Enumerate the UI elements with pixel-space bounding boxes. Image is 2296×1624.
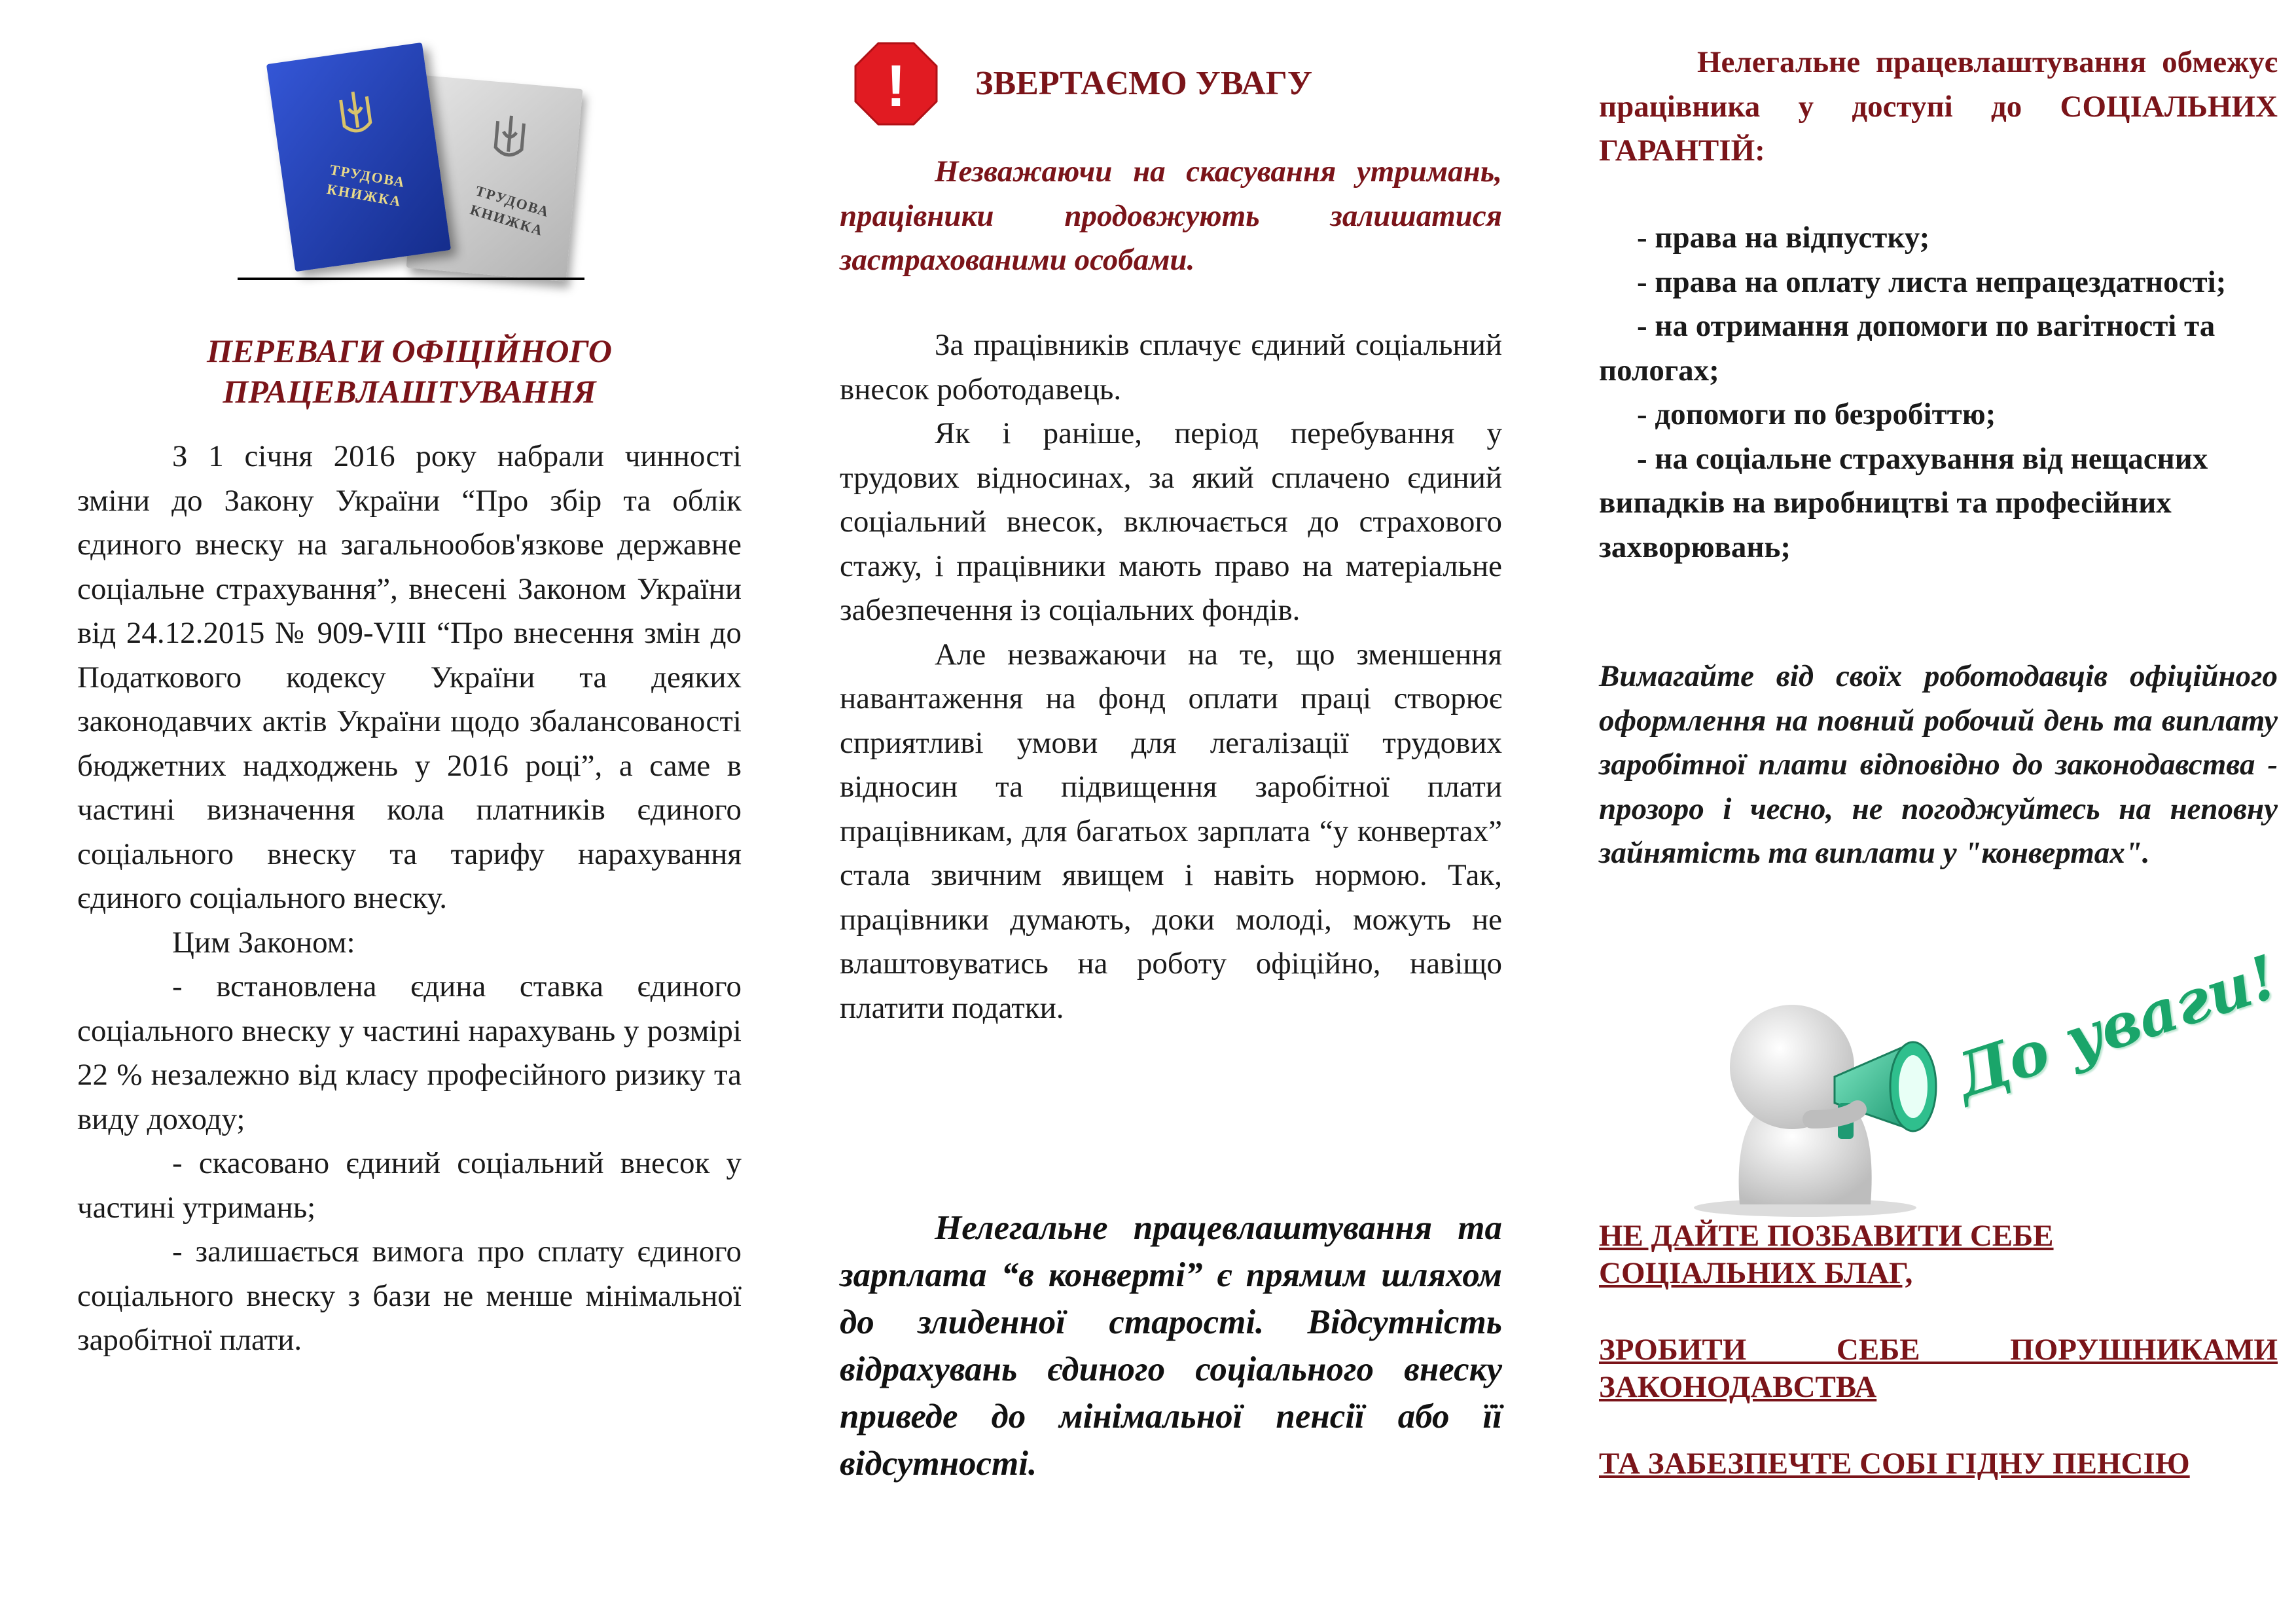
guarantee-item: - на отримання допомоги по вагітності та пологах; [1599, 309, 2215, 388]
gray-book-label: ТРУДОВА КНИЖКА [468, 182, 552, 239]
warning-header [848, 41, 1502, 132]
bullet-item: - скасовано єдиний соціальний внесок у частині утримань; [77, 1146, 742, 1225]
cta-line: ЗРОБИТИ СЕБЕ ПОРУШНИКАМИ ЗАКОНОДАВСТВА [1599, 1333, 2278, 1404]
guarantee-item: - права на відпустку; [1637, 221, 1930, 255]
section-heading [77, 331, 742, 412]
image-underline [238, 278, 584, 280]
labour-books-image [241, 46, 666, 281]
warning-symbol: ! [886, 54, 906, 119]
cta-line: ТА ЗАБЕЗПЕЧТЕ СОБІ ГІДНУ ПЕНСІЮ [1599, 1447, 2190, 1481]
megaphone-illustration [1694, 941, 2286, 1218]
guarantee-item: - на соціальне страхування від нещасних випадків на виробництві та професійних захворювань; [1599, 441, 2208, 564]
trident-icon [330, 85, 382, 143]
intro-paragraph: З 1 січня 2016 року набрали чинності зміни до Закону України “Про збір та облік єдиного внеску на загальнообов'язкове державне соціальне страхування”, внесені Законом України від 24.12.2015 № 909-VIII “Про внесення змін до Податкового кодексу України та деяких законодавчих актів України щодо збалансованості бюджетних надходжень у 2016 році”, а саме в частині визначення кола платників єдиного соціального внеску та тарифу нарахування єдиного соціального внеску. [77, 439, 742, 915]
guarantees-list [1599, 216, 2240, 569]
blue-book-label: ТРУДОВА КНИЖКА [325, 161, 407, 210]
body-text [840, 323, 1502, 1030]
banner-text: До уваги! [1946, 941, 2286, 1111]
appeal-statement: Вимагайте від своїх роботодавців офіційного оформлення на повний робочий день та виплату заробітної плати відповідно до законодавства - прозоро і чесно, не погоджуйтесь на неповну зайнятість та виплати у "конвертах". [1599, 659, 2278, 870]
cta-line: НЕ ДАЙТЕ ПОЗБАВИТИ СЕБЕ СОЦІАЛЬНИХ БЛАГ, [1599, 1219, 2054, 1290]
heading-line-2: ПРАЦЕВЛАШТУВАННЯ [223, 373, 596, 410]
exclamation-octagon-icon [853, 41, 939, 127]
law-paragraph: Цим Законом: [172, 925, 355, 960]
trident-icon [484, 111, 535, 167]
closing-statement: Нелегальне працевлаштування та зарплата “в конверті” є прямим шляхом до злиденної старості. Відсутність відрахувань єдиного соціального внеску приведе до мінімальної пенсії або її відсутності. [840, 1209, 1502, 1483]
lead-statement: Незважаючи на скасування утримань, працівники продовжують залишатися застрахованими особами. [840, 154, 1502, 277]
paragraph: Як і раніше, період перебування у трудових відносинах, за який сплачено єдиний соціальний внесок, включається до страхового стажу, і працівники мають право на матеріальне забезпечення із соціальних фондів. [840, 416, 1502, 627]
warning-title: ЗВЕРТАЄМО УВАГУ [975, 65, 1313, 102]
heading-line-1: ПЕРЕВАГИ ОФІЦІЙНОГО [206, 333, 613, 369]
bullet-item: - залишається вимога про сплату єдиного соціального внеску з бази не менше мінімальної заробітної плати. [77, 1235, 742, 1357]
paragraph: За працівників сплачує єдиний соціальний внесок роботодавець. [840, 328, 1502, 406]
body-text [77, 435, 742, 1363]
guarantee-item: - допомоги по безробіттю; [1637, 397, 1996, 431]
bullet-item: - встановлена єдина ставка єдиного соціального внеску у частині нарахувань у розмірі 22 % незалежно від класу професійного ризику та виду доходу; [77, 969, 742, 1136]
blue-book [266, 43, 451, 272]
paragraph: Але незважаючи на те, що зменшення навантаження на фонд оплати праці створює сприятливі умови для легалізації трудових відносин та підвищення заробітної плати працівникам, для багатьох зарплата “у конвертах” стала звичним явищем і навіть нормою. Так, працівники думають, доки молоді, можуть не влаштовуватись на роботу офіційно, навіщо платити податки. [840, 637, 1502, 1025]
intro-statement: Нелегальне працевлаштування обмежує працівника у доступі до СОЦІАЛЬНИХ ГАРАНТІЙ: [1599, 45, 2278, 168]
guarantee-item: - права на оплату листа непрацездатності; [1637, 264, 2227, 299]
call-to-action [1599, 1218, 2278, 1483]
